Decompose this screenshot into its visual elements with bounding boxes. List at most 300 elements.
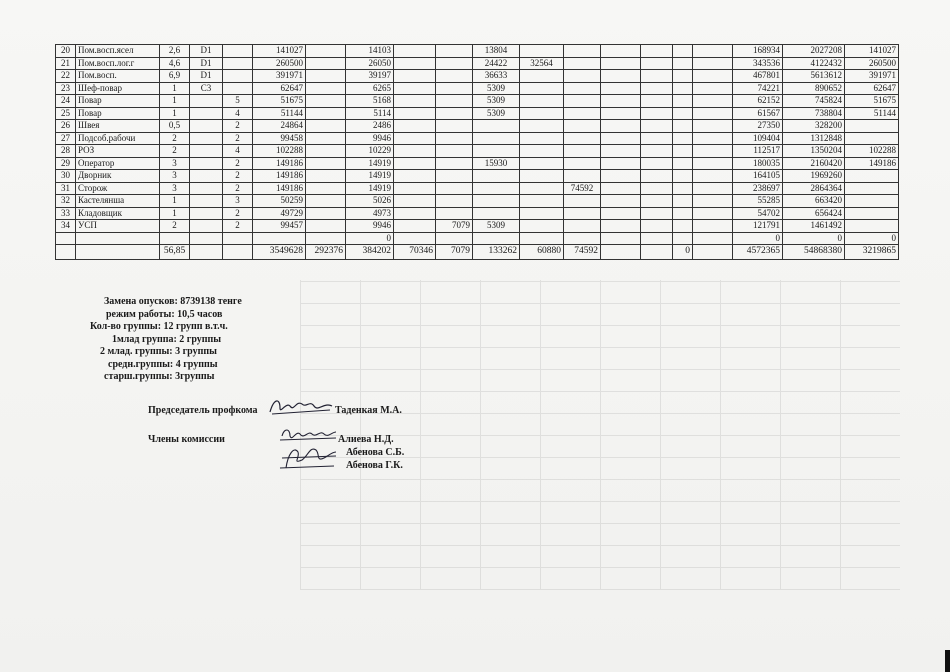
total-row — [56, 245, 899, 260]
cell-empty — [601, 170, 641, 183]
cell-empty — [641, 207, 673, 220]
cell-empty — [601, 132, 641, 145]
cell-empty — [601, 220, 641, 233]
member2-name: Абенова С.Б. — [346, 447, 405, 458]
note-replacement: Замена опусков: 8739138 тенге — [104, 296, 242, 307]
cell-c6: 260500 — [253, 57, 306, 70]
cell-c7 — [306, 57, 346, 70]
table-row — [56, 170, 899, 183]
cell-c11: 15930 — [473, 157, 520, 170]
cell-n: 26 — [56, 120, 76, 133]
cell-n: 31 — [56, 182, 76, 195]
table-row — [56, 157, 899, 170]
cell-empty — [693, 57, 733, 70]
cell-s1: 62152 — [733, 95, 783, 108]
cell-c7 — [306, 220, 346, 233]
cell-empty — [601, 145, 641, 158]
cell-n: 24 — [56, 95, 76, 108]
cell-empty — [601, 107, 641, 120]
cell-rate: 1 — [160, 82, 190, 95]
cell-c9 — [394, 70, 436, 83]
cell-c6: 99457 — [253, 220, 306, 233]
chair-signature — [266, 394, 336, 418]
cell-c7 — [306, 45, 346, 58]
cell-rate: 2 — [160, 220, 190, 233]
cell-empty — [641, 220, 673, 233]
cell-empty — [693, 70, 733, 83]
cell-c12 — [520, 232, 564, 245]
cell-empty — [641, 170, 673, 183]
cell-cat — [190, 157, 223, 170]
cell-cat — [190, 95, 223, 108]
cell-c6: 149186 — [253, 157, 306, 170]
cell-rate: 3 — [160, 170, 190, 183]
cell-empty — [673, 132, 693, 145]
cell-s2: 2160420 — [783, 157, 845, 170]
total-s3: 3219865 — [845, 245, 899, 260]
cell-n: 32 — [56, 195, 76, 208]
cell-s3 — [845, 170, 899, 183]
cell-c13 — [564, 107, 601, 120]
table-row — [56, 120, 899, 133]
cell-s2: 1350204 — [783, 145, 845, 158]
total-c7: 292376 — [306, 245, 346, 260]
cell-rate: 2,6 — [160, 45, 190, 58]
cell-c7 — [306, 195, 346, 208]
cell-rate: 1 — [160, 107, 190, 120]
cell-c5: 5 — [223, 95, 253, 108]
cell-n: 33 — [56, 207, 76, 220]
total-c8: 384202 — [346, 245, 394, 260]
cell-c8: 9946 — [346, 132, 394, 145]
cell-c5 — [223, 57, 253, 70]
cell-c13 — [564, 195, 601, 208]
cell-n — [56, 232, 76, 245]
cell-rate: 1 — [160, 95, 190, 108]
cell-empty — [693, 245, 733, 260]
cell-empty — [693, 95, 733, 108]
cell-cat: C3 — [190, 82, 223, 95]
cell-c6: 62647 — [253, 82, 306, 95]
cell-empty — [693, 232, 733, 245]
cell-cat — [190, 145, 223, 158]
cell-empty — [673, 70, 693, 83]
cell-c5: 4 — [223, 107, 253, 120]
table-row — [56, 145, 899, 158]
cell-empty — [601, 182, 641, 195]
cell-c12 — [520, 220, 564, 233]
table-row — [56, 95, 899, 108]
cell-empty — [673, 82, 693, 95]
cell-c8: 14103 — [346, 45, 394, 58]
cell-c12 — [520, 207, 564, 220]
cell-s1: 61567 — [733, 107, 783, 120]
cell-name: Пом.восп. — [76, 70, 160, 83]
table-row — [56, 70, 899, 83]
cell-c8: 6265 — [346, 82, 394, 95]
cell-empty — [641, 195, 673, 208]
total-c6: 3549628 — [253, 245, 306, 260]
cell-name: Подсоб.рабочи — [76, 132, 160, 145]
cell-empty — [673, 195, 693, 208]
cell-cat — [190, 107, 223, 120]
cell-s3: 102288 — [845, 145, 899, 158]
cell-name: Швея — [76, 120, 160, 133]
cell-empty — [673, 182, 693, 195]
cell-empty — [641, 157, 673, 170]
cell-c12 — [520, 120, 564, 133]
cell-empty — [673, 145, 693, 158]
cell-c12 — [520, 170, 564, 183]
cell-rate: 6,9 — [160, 70, 190, 83]
cell-s1: 180035 — [733, 157, 783, 170]
cell-empty — [601, 45, 641, 58]
cell-c8: 0 — [346, 232, 394, 245]
cell-c10 — [436, 57, 473, 70]
cell-empty — [673, 157, 693, 170]
cell-n: 25 — [56, 107, 76, 120]
cell-s3 — [845, 220, 899, 233]
cell-empty — [223, 245, 253, 260]
cell-name: Кастелянша — [76, 195, 160, 208]
cell-n: 28 — [56, 145, 76, 158]
cell-c12 — [520, 82, 564, 95]
cell-c13 — [564, 45, 601, 58]
cell-c9 — [394, 45, 436, 58]
cell-c11 — [473, 207, 520, 220]
cell-name: Повар — [76, 95, 160, 108]
table-row — [56, 232, 899, 245]
cell-s1: 168934 — [733, 45, 783, 58]
cell-n: 29 — [56, 157, 76, 170]
cell-empty — [641, 182, 673, 195]
cell-empty — [190, 245, 223, 260]
cell-empty — [601, 195, 641, 208]
cell-c10 — [436, 170, 473, 183]
note-group-4: старш.группы: 3группы — [104, 371, 215, 382]
cell-empty — [673, 107, 693, 120]
cell-c12 — [520, 145, 564, 158]
cell-c13 — [564, 132, 601, 145]
cell-s2: 4122432 — [783, 57, 845, 70]
cell-c10: 7079 — [436, 220, 473, 233]
cell-c11: 5309 — [473, 107, 520, 120]
cell-c13 — [564, 82, 601, 95]
cell-empty — [601, 245, 641, 260]
cell-c5: 2 — [223, 182, 253, 195]
cell-name: Пом.восп.лог.г — [76, 57, 160, 70]
cell-s2: 890652 — [783, 82, 845, 95]
cell-c10 — [436, 45, 473, 58]
cell-c5: 4 — [223, 145, 253, 158]
cell-s3: 141027 — [845, 45, 899, 58]
cell-c8: 9946 — [346, 220, 394, 233]
chair-label: Председатель профкома — [148, 405, 258, 416]
cell-empty — [673, 95, 693, 108]
member23-signature — [276, 440, 338, 472]
cell-s3: 0 — [845, 232, 899, 245]
cell-n: 30 — [56, 170, 76, 183]
cell-c9 — [394, 132, 436, 145]
cell-empty — [641, 57, 673, 70]
cell-rate: 3 — [160, 182, 190, 195]
cell-rate: 1 — [160, 195, 190, 208]
cell-empty — [693, 120, 733, 133]
total-z: 0 — [673, 245, 693, 260]
cell-cat: D1 — [190, 45, 223, 58]
cell-c11 — [473, 232, 520, 245]
cell-s3 — [845, 182, 899, 195]
cell-s2: 2027208 — [783, 45, 845, 58]
member3-name: Абенова Г.К. — [346, 460, 403, 471]
cell-c13 — [564, 57, 601, 70]
cell-rate: 2 — [160, 145, 190, 158]
cell-c7 — [306, 95, 346, 108]
cell-empty — [601, 57, 641, 70]
cell-c6: 149186 — [253, 182, 306, 195]
note-groups: Кол-во группы: 12 групп в.т.ч. — [90, 321, 228, 332]
members-label: Члены комиссии — [148, 434, 225, 445]
cell-s1: 112517 — [733, 145, 783, 158]
cell-c10 — [436, 182, 473, 195]
notes-block — [88, 296, 242, 384]
cell-s2: 2864364 — [783, 182, 845, 195]
cell-s1: 27350 — [733, 120, 783, 133]
cell-c7 — [306, 157, 346, 170]
cell-c11 — [473, 132, 520, 145]
cell-empty — [673, 170, 693, 183]
cell-c7 — [306, 120, 346, 133]
cell-c10 — [436, 132, 473, 145]
cell-c11 — [473, 120, 520, 133]
cell-cat — [190, 207, 223, 220]
cell-s3: 149186 — [845, 157, 899, 170]
cell-c6: 141027 — [253, 45, 306, 58]
cell-c13 — [564, 170, 601, 183]
cell-c11: 5309 — [473, 220, 520, 233]
cell-s2: 663420 — [783, 195, 845, 208]
cell-c8: 10229 — [346, 145, 394, 158]
cell-c12 — [520, 95, 564, 108]
cell-s2: 738804 — [783, 107, 845, 120]
cell-s2: 745824 — [783, 95, 845, 108]
table-row — [56, 220, 899, 233]
total-rate: 56,85 — [160, 245, 190, 260]
cell-empty — [641, 45, 673, 58]
cell-c5 — [223, 70, 253, 83]
cell-s1: 164105 — [733, 170, 783, 183]
cell-empty — [601, 157, 641, 170]
cell-c10 — [436, 207, 473, 220]
cell-c7 — [306, 82, 346, 95]
cell-c8: 26050 — [346, 57, 394, 70]
cell-rate: 4,6 — [160, 57, 190, 70]
cell-c10 — [436, 145, 473, 158]
cell-empty — [56, 245, 76, 260]
cell-empty — [693, 132, 733, 145]
cell-s2: 1461492 — [783, 220, 845, 233]
cell-empty — [641, 132, 673, 145]
cell-c8: 4973 — [346, 207, 394, 220]
table-row — [56, 82, 899, 95]
table-row — [56, 107, 899, 120]
cell-c6: 24864 — [253, 120, 306, 133]
cell-empty — [693, 107, 733, 120]
cell-empty — [693, 182, 733, 195]
cell-s3: 51144 — [845, 107, 899, 120]
cell-c9 — [394, 170, 436, 183]
cell-empty — [641, 245, 673, 260]
cell-c9 — [394, 82, 436, 95]
note-group-1: 1млад группа: 2 группы — [112, 333, 222, 345]
cell-s3 — [845, 120, 899, 133]
cell-c9 — [394, 232, 436, 245]
cell-c12 — [520, 45, 564, 58]
cell-n: 23 — [56, 82, 76, 95]
table-row — [56, 57, 899, 70]
cell-s1: 54702 — [733, 207, 783, 220]
cell-empty — [673, 120, 693, 133]
total-s2: 54868380 — [783, 245, 845, 260]
cell-n: 22 — [56, 70, 76, 83]
cell-s3 — [845, 195, 899, 208]
cell-c9 — [394, 207, 436, 220]
cell-c6: 99458 — [253, 132, 306, 145]
cell-c8: 2486 — [346, 120, 394, 133]
note-schedule: режим работы: 10,5 часов — [106, 308, 223, 320]
table-row — [56, 182, 899, 195]
cell-name: Кладовщик — [76, 207, 160, 220]
cell-c10 — [436, 157, 473, 170]
cell-c13 — [564, 232, 601, 245]
cell-cat — [190, 132, 223, 145]
cell-cat — [190, 195, 223, 208]
total-c10: 7079 — [436, 245, 473, 260]
table-row — [56, 132, 899, 145]
cell-s2: 656424 — [783, 207, 845, 220]
cell-c13 — [564, 120, 601, 133]
cell-c5: 2 — [223, 170, 253, 183]
cell-cat — [190, 120, 223, 133]
total-c13: 74592 — [564, 245, 601, 260]
member1-name: Алиева Н.Д. — [338, 434, 394, 445]
cell-empty — [641, 70, 673, 83]
cell-c10 — [436, 95, 473, 108]
cell-name: Оператор — [76, 157, 160, 170]
cell-c6: 51144 — [253, 107, 306, 120]
cell-name: Пом.восп.ясел — [76, 45, 160, 58]
cell-empty — [693, 45, 733, 58]
cell-c10 — [436, 107, 473, 120]
cell-c10 — [436, 232, 473, 245]
cell-c7 — [306, 145, 346, 158]
cell-empty — [673, 207, 693, 220]
cell-s2: 1312848 — [783, 132, 845, 145]
cell-empty — [641, 120, 673, 133]
cell-empty — [641, 145, 673, 158]
cell-s1: 467801 — [733, 70, 783, 83]
cell-c5: 2 — [223, 157, 253, 170]
cell-rate: 1 — [160, 207, 190, 220]
cell-c10 — [436, 82, 473, 95]
cell-c9 — [394, 107, 436, 120]
cell-c9 — [394, 95, 436, 108]
table-row — [56, 207, 899, 220]
cell-name: Повар — [76, 107, 160, 120]
cell-c13 — [564, 145, 601, 158]
cell-s2: 1969260 — [783, 170, 845, 183]
scan-edge-mark — [945, 650, 950, 672]
cell-c9 — [394, 57, 436, 70]
cell-c11: 13804 — [473, 45, 520, 58]
note-group-3: средн.группы: 4 группы — [108, 358, 218, 370]
cell-c6 — [253, 232, 306, 245]
cell-c12 — [520, 182, 564, 195]
cell-c11: 24422 — [473, 57, 520, 70]
cell-empty — [641, 107, 673, 120]
note-group-2: 2 млад. группы: 3 группы — [100, 346, 217, 357]
cell-s3: 62647 — [845, 82, 899, 95]
cell-c5: 2 — [223, 132, 253, 145]
cell-empty — [693, 145, 733, 158]
cell-c8: 14919 — [346, 157, 394, 170]
cell-s3 — [845, 132, 899, 145]
cell-c11: 5309 — [473, 82, 520, 95]
cell-c13 — [564, 157, 601, 170]
cell-cat — [190, 232, 223, 245]
cell-c8: 5114 — [346, 107, 394, 120]
cell-c11 — [473, 195, 520, 208]
cell-empty — [693, 170, 733, 183]
cell-c6: 102288 — [253, 145, 306, 158]
salary-table — [55, 44, 899, 260]
cell-c6: 51675 — [253, 95, 306, 108]
cell-c13 — [564, 70, 601, 83]
cell-empty — [76, 245, 160, 260]
cell-c7 — [306, 207, 346, 220]
cell-empty — [693, 195, 733, 208]
cell-s1: 74221 — [733, 82, 783, 95]
cell-c7 — [306, 132, 346, 145]
cell-c9 — [394, 220, 436, 233]
cell-empty — [693, 207, 733, 220]
cell-c7 — [306, 170, 346, 183]
cell-rate — [160, 232, 190, 245]
cell-cat — [190, 220, 223, 233]
cell-c12 — [520, 195, 564, 208]
cell-empty — [601, 70, 641, 83]
cell-empty — [693, 82, 733, 95]
cell-c9 — [394, 182, 436, 195]
table-row — [56, 195, 899, 208]
cell-c12 — [520, 132, 564, 145]
cell-c11 — [473, 145, 520, 158]
cell-c5: 2 — [223, 220, 253, 233]
cell-c11: 5309 — [473, 95, 520, 108]
cell-name — [76, 232, 160, 245]
cell-empty — [673, 220, 693, 233]
cell-c8: 5168 — [346, 95, 394, 108]
cell-c8: 14919 — [346, 182, 394, 195]
cell-s1: 238697 — [733, 182, 783, 195]
cell-name: Сторож — [76, 182, 160, 195]
cell-c8: 39197 — [346, 70, 394, 83]
cell-c13: 74592 — [564, 182, 601, 195]
chair-name: Таденкая М.А. — [335, 405, 402, 416]
cell-c5 — [223, 82, 253, 95]
cell-c7 — [306, 232, 346, 245]
cell-s3 — [845, 207, 899, 220]
